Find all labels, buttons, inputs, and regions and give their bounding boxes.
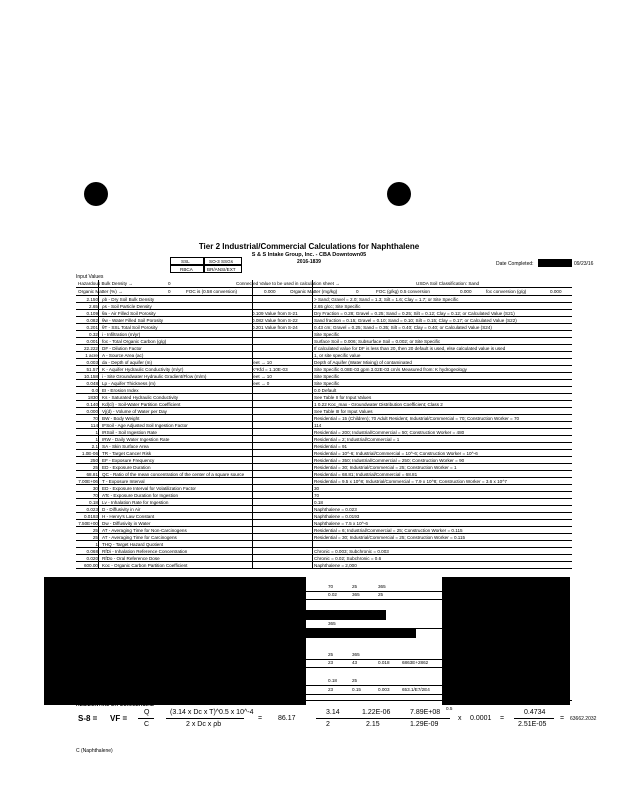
row-source: Residential = 2; Industrial/Commercial = 1 (314, 437, 400, 442)
table-row (76, 331, 572, 338)
frac-den: C (144, 721, 150, 728)
row-source: 0.43 cm; Gravel = 0.25; Sand = 0.35; Silt = 0.40; Clay = 0.40; or Calculated Value (S24) (314, 325, 492, 330)
row-value: 0.023 (86, 507, 98, 512)
row-parameter: RfDo - Oral Reference Dose (102, 556, 160, 561)
summary-note: FOC is (0.58 conversion) (186, 289, 238, 294)
table-row (76, 415, 572, 422)
redaction-bar-mid2 (306, 628, 416, 638)
table-row (76, 310, 572, 317)
ratio-den: 2.51E-05 (518, 721, 547, 728)
table-row (76, 429, 572, 436)
calc-row (306, 620, 442, 629)
table-row (76, 422, 572, 429)
row-value: 0.0 (91, 388, 98, 393)
row-parameter: Lv - Inhalation Rate for Ingestion (102, 500, 169, 505)
legend-ssl-value: SO-3 SSGs (209, 259, 233, 264)
table-row (76, 443, 572, 450)
row-value: 2.65 (89, 304, 98, 309)
row-source: Chronic = 0.02; Subchronic = 0.6 (314, 556, 382, 561)
table-row (76, 562, 572, 569)
summary-value: 0 (168, 289, 171, 294)
row-value: 0.32 (89, 332, 98, 337)
row-parameter: THQ - Target Hazard Quotient (102, 542, 164, 547)
frac-bar-3 (316, 718, 450, 719)
calc-cell: 70 (328, 584, 334, 589)
row-source: Residential = 30; Industrial/Commercial = 25; Construction Worker = 0.115 (314, 535, 466, 540)
eq-sign-1: = (258, 715, 263, 722)
row-source: Residential = 10^-6; Industrial/Commercial = 10^-6; Construction Worker = 10^-6 (314, 451, 478, 456)
row-parameter: i - Infiltration (m/yr) (102, 332, 141, 337)
table-row (76, 513, 572, 520)
row-source: Site Specific (314, 381, 340, 386)
summary-value: 0 (168, 281, 171, 286)
row-parameter: θa - Air Filled Soil Porosity (102, 311, 156, 316)
row-value: 70 (92, 493, 98, 498)
frac-bar-1 (138, 718, 154, 719)
calc-cell: 43 (352, 660, 358, 665)
date-range: 2016-1839 (297, 259, 321, 265)
row-value: 0.0193 (83, 514, 98, 519)
row-source: Site Specific (314, 332, 340, 337)
footer-note: C (Naphthalene) (76, 748, 113, 754)
row-parameter: TR - Target Cancer Risk (102, 451, 152, 456)
row-source: See Table II for Input Values (314, 395, 372, 400)
row-value: 1 (95, 542, 98, 547)
row-value: 70 (92, 416, 98, 421)
row-parameter: da - Depth of aquifer (m) (102, 360, 153, 365)
table-row (76, 527, 572, 534)
row-extra (252, 520, 312, 527)
row-value: 51.57 (86, 367, 98, 372)
row-value: 0.048 (86, 381, 98, 386)
legend-ssl-box (170, 257, 204, 265)
table-row (76, 401, 572, 408)
summary-value2: 0.000 (264, 289, 276, 294)
row-extra (252, 513, 312, 520)
table-row (76, 520, 572, 527)
row-value: 2.1 (91, 444, 98, 449)
row-extra (252, 331, 312, 338)
row-extra (252, 450, 312, 457)
row-value: 1 (95, 430, 98, 435)
row-value: 0.082 (86, 318, 98, 323)
row-extra (252, 408, 312, 415)
table-row (76, 492, 572, 499)
legend-rbca-box (170, 265, 204, 273)
row-parameter: DF - Dilution Factor (102, 346, 142, 351)
row-value: 0.201 (86, 325, 98, 330)
calc-cell: 653.1/E7/2E4 (402, 687, 430, 692)
row-parameter: Kd(cl) - Soil-Water Partition Coefficient (102, 402, 181, 407)
row-extra (252, 471, 312, 478)
calc-cell: 0.02 (328, 592, 337, 597)
row-source: 0.0 Default (314, 388, 337, 393)
row-extra (252, 541, 312, 548)
binder-hole-right (387, 182, 411, 206)
row-source: Site Specific (314, 374, 340, 379)
calc-cell: 6863E+2862 (402, 660, 429, 665)
table-column-divider (252, 280, 253, 569)
row-source: Naphthalene = 0.0193 (314, 514, 360, 519)
paren-num-2: 1.22E-06 (362, 709, 391, 716)
row-extra (252, 443, 312, 450)
row-value: 30 (92, 486, 98, 491)
row-value: 0.068 (86, 549, 98, 554)
row-value: 25 (92, 535, 98, 540)
row-parameter: i - Site Groundwater Hydraulic Gradient/Flow (m/m) (102, 374, 207, 379)
paren-num-3: 7.89E+08 (410, 709, 441, 716)
row-parameter: ED - Exposure Duration (102, 465, 151, 470)
row-value: 250 (90, 458, 98, 463)
table-row (76, 345, 572, 352)
row-parameter: foc - Total Organic Carbon (g/g) (102, 339, 167, 344)
legend-ssl-value-box (204, 257, 242, 265)
row-parameter: BW - Body Weight (102, 416, 140, 421)
row-value: 0.000 (86, 409, 98, 414)
eq-vf-label: VF = (110, 714, 128, 723)
redaction-bar-mid (306, 610, 386, 620)
table-row (76, 324, 572, 331)
table-row (76, 380, 572, 387)
paren-den-2: 2.15 (366, 721, 380, 728)
legend-rbca-value-box (204, 265, 242, 273)
row-value: 0.140 (86, 402, 98, 407)
redaction-block-right (442, 577, 570, 705)
row-parameter: EF - Exposure Frequency (102, 458, 155, 463)
legend-rbca-value: BR/ANSI/EXT (207, 267, 236, 272)
row-source: 1, or site specific value (314, 353, 361, 358)
row-source: > Sand; Gravel = 2.0; Sand = 1.3; Silt = 1.6; Clay = 1.7; or Site Specific (314, 297, 459, 302)
row-source: Site Specific 0.08E-03 gpm 3.02E-03 cm/s Measured from: K hydrogeology (314, 367, 467, 372)
row-extra: K*Kfd = 1.10E-03 (252, 367, 288, 372)
calc-row (306, 659, 442, 668)
calc-row (306, 677, 442, 686)
frac-num: Q (144, 709, 150, 716)
paren-num-1: 3.14 (326, 709, 340, 716)
summary-right: USDA Soil Classification: Sand (416, 281, 480, 286)
row-extra (252, 506, 312, 513)
row-value: 0.003 (86, 360, 98, 365)
table-row (76, 548, 572, 555)
row-extra (252, 401, 312, 408)
row-extra (252, 387, 312, 394)
row-source: 70 (314, 493, 320, 498)
table-row (76, 317, 572, 324)
row-parameter: EI - Erosion Index (102, 388, 139, 393)
table-row (76, 352, 572, 359)
row-extra (252, 548, 312, 555)
row-value: 0.020 (86, 556, 98, 561)
table-row (76, 408, 572, 415)
row-source: Surface Soil = 0.006; Subsurface Soil = 0.002; or Site Specific (314, 339, 441, 344)
row-parameter: Koc - Organic Carbon Partition Coefficient (102, 563, 188, 568)
section-label: RESIDENTIAL OR COMMERCIAL (76, 702, 154, 708)
row-extra (252, 464, 312, 471)
row-value: 7.00E+06 (78, 479, 98, 484)
row-extra (252, 394, 312, 401)
summary-row-organic-matter (76, 288, 572, 296)
row-extra (252, 478, 312, 485)
paren-den-1: 2 (326, 721, 330, 728)
row-extra (252, 534, 312, 541)
row-parameter: SA - Skin Surface Area (102, 444, 149, 449)
k-const: 0.0001 (470, 715, 492, 722)
row-source: Chronic = 0.003; Subchronic = 0.003 (314, 549, 389, 554)
summary-row-bulk-density (76, 280, 572, 288)
row-extra (252, 485, 312, 492)
row-value: 10.158 (83, 374, 98, 379)
row-parameter: Vj(d) - Volume of Water per Day (102, 409, 167, 414)
table-row (76, 338, 572, 345)
legend-rbca-label: RBCA (180, 267, 193, 272)
row-source: Residential = 68.81; Industrial/Commercial = 68.81 (314, 472, 418, 477)
table-row (76, 499, 572, 506)
row-source: Naphthalene = 0.023 (314, 507, 357, 512)
date-completed-value: 09/23/16 (574, 261, 594, 267)
row-extra: 0.201 Value from S-24 (252, 325, 298, 330)
row-parameter: Lp - Aquifer Thickness (m) (102, 381, 156, 386)
row-extra (252, 457, 312, 464)
summary-label: Hazardous Bulk Density → (78, 281, 133, 286)
row-extra (252, 345, 312, 352)
table-row (76, 394, 572, 401)
row-extra (252, 303, 312, 310)
company-line: S & S Intake Group, Inc. - CBA Downtown05 (251, 252, 367, 258)
row-extra (252, 436, 312, 443)
redaction-bar-date (538, 259, 572, 267)
calc-cell: 0.003 (378, 687, 390, 692)
row-source: Residential = 200; Industrial/Commercial = 50; Construction Worker = 480 (314, 430, 465, 435)
frac-bar-2 (166, 718, 244, 719)
row-parameter: H - Henry's Law Constant (102, 514, 155, 519)
calc-cell: 365 (378, 584, 386, 589)
row-parameter: IRW - Daily Water Ingestion Rate (102, 437, 170, 442)
frac-bar-4 (514, 718, 554, 719)
row-value: 600.00 (83, 563, 98, 568)
row-source (314, 541, 572, 548)
row-value: 0.001 (86, 339, 98, 344)
row-source: If calculated value for DF is less than 20, then 20 default is used, else calculated value is used (314, 346, 506, 351)
calc-cell: 25 (352, 678, 358, 683)
table-row (76, 478, 572, 485)
eq-sign-3: = (560, 715, 565, 722)
row-parameter: ED - Exposure Interval for Volatilization Factor (102, 486, 196, 491)
table-row (76, 303, 572, 310)
summary-right: FOC (g/kg) 0.5 conversion (376, 289, 430, 294)
row-extra (252, 422, 312, 429)
row-parameter: A - Source Area (ac) (102, 353, 144, 358)
row-extra: 0.109 Value from S-21 (252, 311, 298, 316)
summary-note2: Organic Matter (mg/kg) (290, 289, 338, 294)
row-parameter: D - Diffusivity in Air (102, 507, 141, 512)
row-source: Residential = 6; Industrial/Commercial = 25; Construction Worker = 0.115 (314, 528, 463, 533)
row-extra: feet → 10 (252, 374, 272, 379)
table-row (76, 485, 572, 492)
row-source: Residential = 91 (314, 444, 348, 449)
row-extra (252, 415, 312, 422)
eq-sign-2: = (500, 715, 505, 722)
legend-ssl-label: SSL (181, 259, 190, 264)
row-extra (252, 499, 312, 506)
table-row (76, 541, 572, 548)
table-column-divider (312, 280, 313, 569)
row-extra: feet → 10 (252, 360, 272, 365)
final-result: 63662.2032 (570, 716, 597, 722)
summary-note: Connected Value to be used in calculation sheet → (236, 281, 340, 286)
row-source: Residential = 30; Industrial/Commercial = 25; Construction Worker = 1 (314, 465, 457, 470)
row-value: 0.109 (86, 311, 98, 316)
row-value: 25 (92, 465, 98, 470)
summary-value3: 0 (356, 289, 359, 294)
result-1: 86.17 (278, 715, 296, 722)
row-extra (252, 492, 312, 499)
row-value: 22.222 (83, 346, 98, 351)
row-parameter: IRSoil - Soil Ingestion Rate (102, 430, 157, 435)
table-row (76, 359, 572, 366)
row-value: 7.50E+00 (78, 521, 98, 526)
eq-s8-label: S-8 = (78, 714, 98, 723)
page-title: Tier 2 Industrial/Commercial Calculations for Naphthalene (198, 242, 420, 251)
row-value: 1 (95, 437, 98, 442)
table-row (76, 296, 572, 303)
summary-right2: 0.000 (460, 289, 472, 294)
row-parameter: Ks - Saturated Hydraulic Conductivity (102, 395, 179, 400)
row-parameter: ρs - Soil Particle Density (102, 304, 152, 309)
calc-cell: 0.18 (328, 678, 337, 683)
calc-cell: 23 (328, 660, 334, 665)
calc-row (306, 591, 442, 600)
mid-num: (3.14 x Dc x T)^0.5 x 10^-4 (170, 709, 254, 716)
row-source: Naphthalene = 7.5 x 10^-6 (314, 521, 368, 526)
row-parameter: RfDi - Inhalation Reference Concentration (102, 549, 188, 554)
table-row (76, 436, 572, 443)
row-source: 0.18 (314, 500, 323, 505)
calc-cell: 23 (328, 687, 334, 692)
binder-hole-left (84, 182, 108, 206)
ratio-num: 0.4734 (524, 709, 546, 716)
calc-row (306, 686, 442, 695)
row-parameter: ATc - Exposure Duration for Ingestion (102, 493, 179, 498)
row-value: 2.150 (86, 297, 98, 302)
row-source: Residential = 9.5 x 10^8; Industrial/Commercial = 7.9 x 10^8; Construction Worker = 3.6 x 10^7 (314, 479, 507, 484)
row-value: 1.0E-06 (81, 451, 98, 456)
summary-label: Organic Matter (%) → (78, 289, 123, 294)
row-source: Dry Fraction = 0.28; Gravel = 0.25; Sand = 0.25; Silt = 0.12; Clay = 0.12; or Calculated Value (S21) (314, 311, 515, 316)
table-row (76, 534, 572, 541)
calc-cell: 365 (352, 652, 360, 657)
paren-exp: 0.5 (446, 706, 453, 711)
table-column-divider (98, 280, 99, 569)
calc-cell: 365 (328, 621, 336, 626)
row-source: 2.65 g/cc; Site Specific (314, 304, 361, 309)
table-row (76, 366, 572, 373)
row-source: Naphthalene = 2,000 (314, 563, 357, 568)
times-sign: x (458, 715, 462, 722)
row-extra (252, 338, 312, 345)
row-extra: 0.082 Value from S-22 (252, 318, 298, 323)
row-extra (252, 352, 312, 359)
row-source: Residential = 350; Industrial/Commercial = 250; Construction Worker = 90 (314, 458, 465, 463)
row-extra (252, 562, 312, 569)
row-parameter: Dw - Diffusivity in Water (102, 521, 151, 526)
row-parameter: ρb - Dry Soil Bulk Density (102, 297, 155, 302)
row-extra (252, 527, 312, 534)
row-source: Depth of Aquifer (Water Mixing) of contaminated (314, 360, 412, 365)
row-value: 1 acre (85, 353, 98, 358)
date-completed-label: Date Completed: (496, 261, 534, 267)
mid-den: 2 x Dc x ρb (186, 721, 222, 728)
table-row (76, 555, 572, 562)
summary-right4: 0.000 (550, 289, 562, 294)
row-extra (252, 555, 312, 562)
row-extra: feet → 0 (252, 381, 270, 386)
table-row (76, 387, 572, 394)
row-source: 1 0.22 Koc_max - Groundwater Distribution Coefficient; Class 2 (314, 402, 443, 407)
row-source: Sand fraction = 0.15; Gravel = 0.10; Sand = 0.10; Silt = 0.15; Clay = 0.17; or Calculated Value (S22) (314, 318, 517, 323)
row-source: 30 (314, 486, 320, 491)
row-parameter: K - Aquifer Hydraulic Conductivity (m/yr) (102, 367, 184, 372)
redaction-block-left (44, 577, 306, 705)
row-parameter: AT - Averaging Time for Carcinogens (102, 535, 177, 540)
row-value: 68.81 (86, 472, 98, 477)
table-row (76, 373, 572, 380)
table-row (76, 464, 572, 471)
row-value: 114 (90, 423, 98, 428)
input-values-label: Input Values (76, 274, 104, 280)
calc-cell: 365 (352, 592, 360, 597)
row-parameter: AT - Averaging Time for Non-Carcinogens (102, 528, 187, 533)
row-value: 0.18 (89, 500, 98, 505)
row-source: See Table III for Input Values (314, 409, 373, 414)
calc-cell: 0.018 (378, 660, 390, 665)
row-parameter: QC - Ratio of the mean concentration of the center of a square source (102, 472, 245, 477)
calc-cell: 0.15 (352, 687, 361, 692)
row-source: 114 (314, 423, 322, 428)
section-divider (76, 700, 572, 701)
calc-cell: 25 (378, 592, 384, 597)
calc-cell: 25 (328, 652, 334, 657)
row-extra (252, 296, 312, 303)
paren-den-3: 1.29E-09 (410, 721, 439, 728)
summary-right3: foc conversion (g/g) (486, 289, 527, 294)
table-row (76, 471, 572, 478)
row-value: 25 (92, 528, 98, 533)
row-parameter: θw - Water Filled Soil Porosity (102, 318, 164, 323)
row-value: 1830 (87, 395, 98, 400)
row-parameter: T - Exposure Interval (102, 479, 145, 484)
row-parameter: IFSoil - Age Adjusted Soil Ingestion Factor (102, 423, 188, 428)
table-row (76, 450, 572, 457)
row-source: Residential = 15 (Children); 70 Adult Resident; Industrial/Commercial = 70; Construction Worker = 70 (314, 416, 520, 421)
table-row (76, 457, 572, 464)
table-row (76, 506, 572, 513)
calc-cell: 25 (352, 584, 358, 589)
row-extra (252, 429, 312, 436)
row-parameter: θT - SSL Total Soil Porosity (102, 325, 158, 330)
